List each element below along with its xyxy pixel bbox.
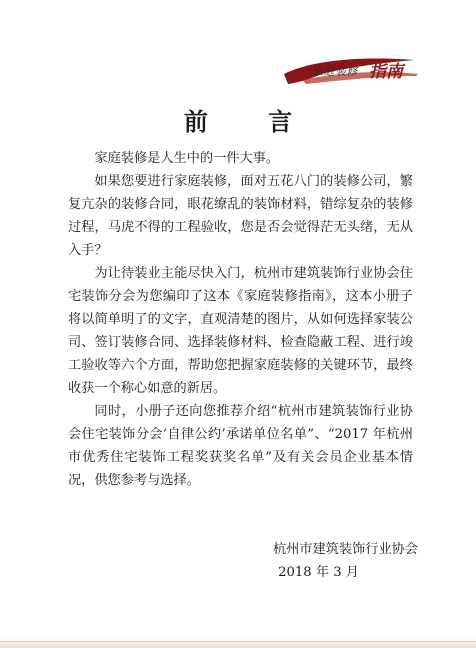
footer-band — [0, 638, 476, 648]
header-logo — [282, 52, 422, 88]
footer-line — [0, 641, 476, 642]
logo-emphasis: 指南 — [369, 62, 403, 82]
logo-text: 家庭装修 — [312, 65, 358, 78]
preface-body — [68, 147, 413, 492]
signature-date: 2018 年 3 月 — [278, 565, 359, 580]
paragraph: 同时，小册子还向您推荐介绍“杭州市建筑装饰行业协会住宅装饰分会‘自律公约’承诺单位名单”、“2017 年杭州市优秀住宅装饰工程奖获奖名单”及有关会员企业基本情况，供您参考与选择。 — [68, 404, 413, 488]
signature-org: 杭州市建筑装饰行业协会 — [272, 542, 418, 557]
paragraph: 如果您要进行家庭装修，面对五花八门的装修公司，繁复亢杂的装修合同，眼花缭乱的装饰材料，错综复杂的装修过程，马虎不得的工程验收，您是否会觉得茫无头绪，无从入手？ — [68, 174, 413, 258]
paragraph: 为让待装业主能尽快入门，杭州市建筑装饰行业协会住宅装饰分会为您编印了这本《家庭装修指南》，这本小册子将以简单明了的文字，直观清楚的图片，从如何选择家装公司、签订装修合同、选择装修材料、检查隐蔽工程、进行竣工验收等六个方面，帮助您把握家庭装修的关键环节，最终收获一个称心如意的新居。 — [68, 266, 413, 396]
page-title: 前 言 — [183, 107, 319, 136]
paragraph: 家庭装修是人生中的一件大事。 — [94, 151, 280, 166]
